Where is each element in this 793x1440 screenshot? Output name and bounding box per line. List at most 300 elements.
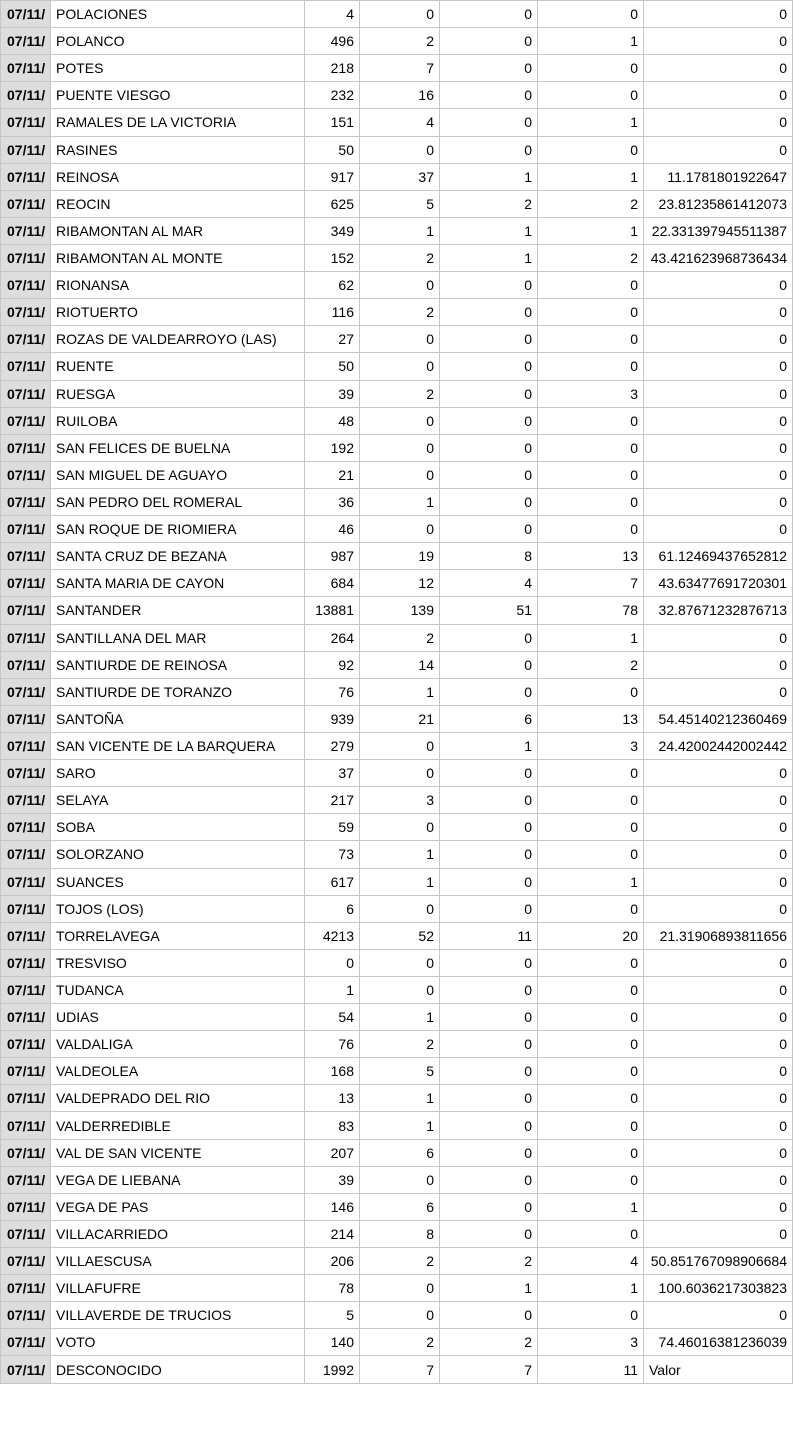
value-cell-4[interactable]: 1 [538,868,644,895]
value-cell-2[interactable]: 1 [360,868,440,895]
value-cell-3[interactable]: 1 [440,1275,538,1302]
municipality-cell[interactable]: TOJOS (LOS) [51,895,305,922]
value-cell-3[interactable]: 1 [440,732,538,759]
value-cell-1[interactable]: 76 [305,678,360,705]
date-cell[interactable]: 07/11/ [1,543,51,570]
value-cell-3[interactable]: 0 [440,136,538,163]
date-cell[interactable]: 07/11/ [1,461,51,488]
value-cell-4[interactable]: 0 [538,760,644,787]
value-cell-1[interactable]: 151 [305,109,360,136]
value-cell-5[interactable]: 23.81235861412073 [644,190,793,217]
date-cell[interactable]: 07/11/ [1,895,51,922]
municipality-cell[interactable]: SOBA [51,814,305,841]
value-cell-4[interactable]: 0 [538,1220,644,1247]
value-cell-4[interactable]: 2 [538,651,644,678]
value-cell-1[interactable]: 50 [305,136,360,163]
value-cell-4[interactable]: 1 [538,624,644,651]
municipality-cell[interactable]: RIOTUERTO [51,299,305,326]
value-cell-3[interactable]: 8 [440,543,538,570]
value-cell-4[interactable]: 0 [538,895,644,922]
value-cell-4[interactable]: 0 [538,1139,644,1166]
value-cell-4[interactable]: 0 [538,1166,644,1193]
value-cell-1[interactable]: 39 [305,1166,360,1193]
value-cell-2[interactable]: 7 [360,1356,440,1383]
value-cell-1[interactable]: 684 [305,570,360,597]
value-cell-4[interactable]: 0 [538,1058,644,1085]
value-cell-3[interactable]: 0 [440,678,538,705]
value-cell-2[interactable]: 37 [360,163,440,190]
value-cell-5[interactable]: 0 [644,299,793,326]
value-cell-5[interactable]: 11.1781801922647 [644,163,793,190]
value-cell-3[interactable]: 0 [440,488,538,515]
date-cell[interactable]: 07/11/ [1,1112,51,1139]
value-cell-5[interactable]: 0 [644,949,793,976]
value-cell-2[interactable]: 0 [360,1275,440,1302]
value-cell-4[interactable]: 0 [538,353,644,380]
value-cell-4[interactable]: 0 [538,272,644,299]
value-cell-2[interactable]: 0 [360,1302,440,1329]
value-cell-1[interactable]: 92 [305,651,360,678]
value-cell-2[interactable]: 0 [360,272,440,299]
value-cell-5[interactable]: 50.851767098906684 [644,1248,793,1275]
date-cell[interactable]: 07/11/ [1,597,51,624]
value-cell-5[interactable]: 0 [644,841,793,868]
date-cell[interactable]: 07/11/ [1,380,51,407]
value-cell-5[interactable]: 0 [644,1031,793,1058]
value-cell-3[interactable]: 0 [440,787,538,814]
value-cell-5[interactable]: 0 [644,55,793,82]
value-cell-2[interactable]: 14 [360,651,440,678]
value-cell-1[interactable]: 939 [305,705,360,732]
date-cell[interactable]: 07/11/ [1,217,51,244]
municipality-cell[interactable]: SANTA CRUZ DE BEZANA [51,543,305,570]
value-cell-1[interactable]: 214 [305,1220,360,1247]
value-cell-5[interactable]: 32.87671232876713 [644,597,793,624]
value-cell-3[interactable]: 0 [440,976,538,1003]
value-cell-3[interactable]: 51 [440,597,538,624]
value-cell-2[interactable]: 0 [360,976,440,1003]
date-cell[interactable]: 07/11/ [1,949,51,976]
value-cell-2[interactable]: 0 [360,1,440,28]
value-cell-2[interactable]: 16 [360,82,440,109]
value-cell-5[interactable]: 61.12469437652812 [644,543,793,570]
value-cell-5[interactable]: 74.46016381236039 [644,1329,793,1356]
value-cell-1[interactable]: 279 [305,732,360,759]
value-cell-1[interactable]: 13881 [305,597,360,624]
value-cell-1[interactable]: 13 [305,1085,360,1112]
value-cell-1[interactable]: 917 [305,163,360,190]
municipality-cell[interactable]: POTES [51,55,305,82]
value-cell-3[interactable]: 0 [440,814,538,841]
value-cell-1[interactable]: 50 [305,353,360,380]
value-cell-5[interactable]: 0 [644,1166,793,1193]
date-cell[interactable]: 07/11/ [1,868,51,895]
municipality-cell[interactable]: SANTIURDE DE REINOSA [51,651,305,678]
date-cell[interactable]: 07/11/ [1,570,51,597]
value-cell-5[interactable]: 0 [644,82,793,109]
value-cell-2[interactable]: 8 [360,1220,440,1247]
value-cell-4[interactable]: 13 [538,705,644,732]
value-cell-2[interactable]: 1 [360,1004,440,1031]
value-cell-2[interactable]: 0 [360,353,440,380]
date-cell[interactable]: 07/11/ [1,1193,51,1220]
value-cell-3[interactable]: 0 [440,1058,538,1085]
value-cell-5[interactable]: 0 [644,109,793,136]
value-cell-1[interactable]: 264 [305,624,360,651]
municipality-cell[interactable]: TRESVISO [51,949,305,976]
value-cell-5[interactable]: 0 [644,326,793,353]
value-cell-3[interactable]: 0 [440,1004,538,1031]
value-cell-3[interactable]: 1 [440,163,538,190]
date-cell[interactable]: 07/11/ [1,1,51,28]
value-cell-2[interactable]: 1 [360,678,440,705]
value-cell-5[interactable]: 0 [644,1085,793,1112]
value-cell-1[interactable]: 349 [305,217,360,244]
value-cell-3[interactable]: 0 [440,760,538,787]
value-cell-4[interactable]: 0 [538,678,644,705]
municipality-cell[interactable]: VILLAESCUSA [51,1248,305,1275]
value-cell-1[interactable]: 218 [305,55,360,82]
value-cell-1[interactable]: 1 [305,976,360,1003]
value-cell-3[interactable]: 1 [440,244,538,271]
value-cell-2[interactable]: 52 [360,922,440,949]
value-cell-5[interactable]: 0 [644,353,793,380]
value-cell-3[interactable]: 0 [440,1139,538,1166]
value-cell-1[interactable]: 146 [305,1193,360,1220]
municipality-cell[interactable]: VILLAVERDE DE TRUCIOS [51,1302,305,1329]
municipality-cell[interactable]: TUDANCA [51,976,305,1003]
municipality-cell[interactable]: VALDEOLEA [51,1058,305,1085]
value-cell-4[interactable]: 0 [538,841,644,868]
date-cell[interactable]: 07/11/ [1,1166,51,1193]
value-cell-5[interactable]: 0 [644,1302,793,1329]
value-cell-1[interactable]: 617 [305,868,360,895]
value-cell-2[interactable]: 0 [360,461,440,488]
municipality-cell[interactable]: VALDERREDIBLE [51,1112,305,1139]
value-cell-4[interactable]: 0 [538,1302,644,1329]
value-cell-4[interactable]: 3 [538,1329,644,1356]
value-cell-1[interactable]: 192 [305,434,360,461]
value-cell-5[interactable]: 22.331397945511387 [644,217,793,244]
value-cell-5[interactable]: Valor [644,1356,793,1383]
value-cell-3[interactable]: 0 [440,299,538,326]
value-cell-4[interactable]: 20 [538,922,644,949]
value-cell-3[interactable]: 0 [440,109,538,136]
value-cell-2[interactable]: 6 [360,1139,440,1166]
date-cell[interactable]: 07/11/ [1,922,51,949]
date-cell[interactable]: 07/11/ [1,434,51,461]
municipality-cell[interactable]: RUILOBA [51,407,305,434]
value-cell-1[interactable]: 625 [305,190,360,217]
municipality-cell[interactable]: REOCIN [51,190,305,217]
date-cell[interactable]: 07/11/ [1,244,51,271]
value-cell-2[interactable]: 6 [360,1193,440,1220]
value-cell-2[interactable]: 2 [360,1248,440,1275]
value-cell-4[interactable]: 1 [538,109,644,136]
municipality-cell[interactable]: SAN VICENTE DE LA BARQUERA [51,732,305,759]
value-cell-4[interactable]: 13 [538,543,644,570]
date-cell[interactable]: 07/11/ [1,976,51,1003]
value-cell-3[interactable]: 0 [440,651,538,678]
value-cell-2[interactable]: 0 [360,814,440,841]
value-cell-2[interactable]: 2 [360,1031,440,1058]
value-cell-2[interactable]: 2 [360,1329,440,1356]
value-cell-1[interactable]: 37 [305,760,360,787]
value-cell-2[interactable]: 2 [360,380,440,407]
value-cell-1[interactable]: 496 [305,28,360,55]
value-cell-2[interactable]: 1 [360,841,440,868]
date-cell[interactable]: 07/11/ [1,1329,51,1356]
municipality-cell[interactable]: REINOSA [51,163,305,190]
value-cell-1[interactable]: 5 [305,1302,360,1329]
date-cell[interactable]: 07/11/ [1,1275,51,1302]
value-cell-3[interactable]: 0 [440,326,538,353]
date-cell[interactable]: 07/11/ [1,299,51,326]
value-cell-2[interactable]: 1 [360,1112,440,1139]
value-cell-5[interactable]: 54.45140212360469 [644,705,793,732]
value-cell-4[interactable]: 0 [538,976,644,1003]
value-cell-5[interactable]: 0 [644,461,793,488]
value-cell-1[interactable]: 78 [305,1275,360,1302]
value-cell-5[interactable]: 0 [644,516,793,543]
value-cell-3[interactable]: 0 [440,82,538,109]
value-cell-3[interactable]: 0 [440,1193,538,1220]
value-cell-2[interactable]: 1 [360,217,440,244]
municipality-cell[interactable]: VAL DE SAN VICENTE [51,1139,305,1166]
value-cell-5[interactable]: 0 [644,895,793,922]
value-cell-4[interactable]: 0 [538,1031,644,1058]
date-cell[interactable]: 07/11/ [1,787,51,814]
value-cell-5[interactable]: 0 [644,1058,793,1085]
value-cell-5[interactable]: 43.421623968736434 [644,244,793,271]
value-cell-3[interactable]: 0 [440,1,538,28]
value-cell-2[interactable]: 2 [360,624,440,651]
value-cell-3[interactable]: 1 [440,217,538,244]
value-cell-5[interactable]: 0 [644,760,793,787]
value-cell-3[interactable]: 0 [440,1302,538,1329]
value-cell-1[interactable]: 27 [305,326,360,353]
value-cell-4[interactable]: 3 [538,380,644,407]
date-cell[interactable]: 07/11/ [1,760,51,787]
date-cell[interactable]: 07/11/ [1,1302,51,1329]
value-cell-4[interactable]: 0 [538,1004,644,1031]
municipality-cell[interactable]: SANTANDER [51,597,305,624]
date-cell[interactable]: 07/11/ [1,488,51,515]
date-cell[interactable]: 07/11/ [1,28,51,55]
value-cell-1[interactable]: 4213 [305,922,360,949]
value-cell-5[interactable]: 21.31906893811656 [644,922,793,949]
value-cell-4[interactable]: 0 [538,407,644,434]
value-cell-4[interactable]: 1 [538,28,644,55]
value-cell-2[interactable]: 0 [360,136,440,163]
value-cell-3[interactable]: 0 [440,1112,538,1139]
value-cell-3[interactable]: 0 [440,407,538,434]
value-cell-4[interactable]: 0 [538,461,644,488]
value-cell-3[interactable]: 0 [440,841,538,868]
value-cell-1[interactable]: 54 [305,1004,360,1031]
municipality-cell[interactable]: SANTIURDE DE TORANZO [51,678,305,705]
municipality-cell[interactable]: PUENTE VIESGO [51,82,305,109]
municipality-cell[interactable]: SAN FELICES DE BUELNA [51,434,305,461]
date-cell[interactable]: 07/11/ [1,705,51,732]
municipality-cell[interactable]: VILLACARRIEDO [51,1220,305,1247]
value-cell-2[interactable]: 2 [360,244,440,271]
municipality-cell[interactable]: RAMALES DE LA VICTORIA [51,109,305,136]
value-cell-1[interactable]: 73 [305,841,360,868]
value-cell-2[interactable]: 0 [360,949,440,976]
value-cell-4[interactable]: 1 [538,1193,644,1220]
municipality-cell[interactable]: POLANCO [51,28,305,55]
value-cell-5[interactable]: 0 [644,787,793,814]
value-cell-2[interactable]: 2 [360,28,440,55]
municipality-cell[interactable]: VILLAFUFRE [51,1275,305,1302]
value-cell-3[interactable]: 6 [440,705,538,732]
value-cell-3[interactable]: 0 [440,624,538,651]
value-cell-4[interactable]: 0 [538,1,644,28]
value-cell-4[interactable]: 0 [538,1112,644,1139]
value-cell-5[interactable]: 0 [644,1139,793,1166]
value-cell-1[interactable]: 168 [305,1058,360,1085]
date-cell[interactable]: 07/11/ [1,1248,51,1275]
value-cell-1[interactable]: 59 [305,814,360,841]
value-cell-3[interactable]: 0 [440,353,538,380]
date-cell[interactable]: 07/11/ [1,407,51,434]
value-cell-3[interactable]: 0 [440,516,538,543]
municipality-cell[interactable]: SAN MIGUEL DE AGUAYO [51,461,305,488]
value-cell-5[interactable]: 0 [644,136,793,163]
value-cell-4[interactable]: 0 [538,136,644,163]
value-cell-4[interactable]: 11 [538,1356,644,1383]
value-cell-3[interactable]: 2 [440,1248,538,1275]
value-cell-3[interactable]: 7 [440,1356,538,1383]
value-cell-2[interactable]: 21 [360,705,440,732]
municipality-cell[interactable]: SANTA MARIA DE CAYON [51,570,305,597]
value-cell-4[interactable]: 1 [538,1275,644,1302]
date-cell[interactable]: 07/11/ [1,82,51,109]
date-cell[interactable]: 07/11/ [1,1058,51,1085]
date-cell[interactable]: 07/11/ [1,163,51,190]
value-cell-5[interactable]: 43.63477691720301 [644,570,793,597]
date-cell[interactable]: 07/11/ [1,136,51,163]
date-cell[interactable]: 07/11/ [1,1356,51,1383]
value-cell-5[interactable]: 0 [644,1004,793,1031]
municipality-cell[interactable]: DESCONOCIDO [51,1356,305,1383]
value-cell-3[interactable]: 0 [440,868,538,895]
value-cell-4[interactable]: 1 [538,163,644,190]
value-cell-5[interactable]: 0 [644,1,793,28]
value-cell-5[interactable]: 0 [644,380,793,407]
value-cell-5[interactable]: 0 [644,407,793,434]
date-cell[interactable]: 07/11/ [1,272,51,299]
municipality-cell[interactable]: RIBAMONTAN AL MAR [51,217,305,244]
value-cell-4[interactable]: 0 [538,55,644,82]
value-cell-3[interactable]: 0 [440,272,538,299]
municipality-cell[interactable]: RUENTE [51,353,305,380]
date-cell[interactable]: 07/11/ [1,516,51,543]
value-cell-3[interactable]: 0 [440,1031,538,1058]
value-cell-5[interactable]: 0 [644,1193,793,1220]
date-cell[interactable]: 07/11/ [1,678,51,705]
value-cell-2[interactable]: 1 [360,488,440,515]
value-cell-2[interactable]: 7 [360,55,440,82]
value-cell-5[interactable]: 0 [644,1112,793,1139]
value-cell-1[interactable]: 1992 [305,1356,360,1383]
value-cell-4[interactable]: 2 [538,190,644,217]
value-cell-5[interactable]: 0 [644,434,793,461]
value-cell-1[interactable]: 140 [305,1329,360,1356]
value-cell-2[interactable]: 0 [360,895,440,922]
value-cell-2[interactable]: 19 [360,543,440,570]
date-cell[interactable]: 07/11/ [1,109,51,136]
municipality-cell[interactable]: POLACIONES [51,1,305,28]
municipality-cell[interactable]: SANTILLANA DEL MAR [51,624,305,651]
municipality-cell[interactable]: VEGA DE LIEBANA [51,1166,305,1193]
value-cell-4[interactable]: 0 [538,82,644,109]
value-cell-5[interactable]: 0 [644,1220,793,1247]
value-cell-1[interactable]: 206 [305,1248,360,1275]
value-cell-1[interactable]: 46 [305,516,360,543]
value-cell-2[interactable]: 0 [360,516,440,543]
municipality-cell[interactable]: VOTO [51,1329,305,1356]
municipality-cell[interactable]: SELAYA [51,787,305,814]
date-cell[interactable]: 07/11/ [1,1085,51,1112]
value-cell-3[interactable]: 0 [440,28,538,55]
date-cell[interactable]: 07/11/ [1,190,51,217]
value-cell-2[interactable]: 1 [360,1085,440,1112]
value-cell-1[interactable]: 152 [305,244,360,271]
value-cell-3[interactable]: 2 [440,1329,538,1356]
value-cell-4[interactable]: 1 [538,217,644,244]
value-cell-2[interactable]: 3 [360,787,440,814]
value-cell-4[interactable]: 0 [538,434,644,461]
value-cell-3[interactable]: 0 [440,949,538,976]
value-cell-4[interactable]: 0 [538,949,644,976]
value-cell-1[interactable]: 21 [305,461,360,488]
date-cell[interactable]: 07/11/ [1,1139,51,1166]
date-cell[interactable]: 07/11/ [1,326,51,353]
value-cell-4[interactable]: 0 [538,516,644,543]
municipality-cell[interactable]: RIBAMONTAN AL MONTE [51,244,305,271]
municipality-cell[interactable]: SARO [51,760,305,787]
date-cell[interactable]: 07/11/ [1,814,51,841]
date-cell[interactable]: 07/11/ [1,651,51,678]
value-cell-2[interactable]: 0 [360,326,440,353]
value-cell-2[interactable]: 5 [360,1058,440,1085]
value-cell-4[interactable]: 3 [538,732,644,759]
value-cell-1[interactable]: 48 [305,407,360,434]
value-cell-3[interactable]: 2 [440,190,538,217]
value-cell-5[interactable]: 0 [644,272,793,299]
value-cell-1[interactable]: 39 [305,380,360,407]
date-cell[interactable]: 07/11/ [1,1004,51,1031]
value-cell-1[interactable]: 116 [305,299,360,326]
value-cell-1[interactable]: 232 [305,82,360,109]
value-cell-1[interactable]: 207 [305,1139,360,1166]
value-cell-3[interactable]: 0 [440,1085,538,1112]
value-cell-5[interactable]: 0 [644,624,793,651]
date-cell[interactable]: 07/11/ [1,732,51,759]
value-cell-1[interactable]: 6 [305,895,360,922]
value-cell-3[interactable]: 0 [440,380,538,407]
value-cell-2[interactable]: 0 [360,407,440,434]
value-cell-1[interactable]: 987 [305,543,360,570]
value-cell-5[interactable]: 0 [644,678,793,705]
municipality-cell[interactable]: SOLORZANO [51,841,305,868]
municipality-cell[interactable]: SUANCES [51,868,305,895]
value-cell-4[interactable]: 0 [538,299,644,326]
date-cell[interactable]: 07/11/ [1,55,51,82]
value-cell-3[interactable]: 0 [440,895,538,922]
